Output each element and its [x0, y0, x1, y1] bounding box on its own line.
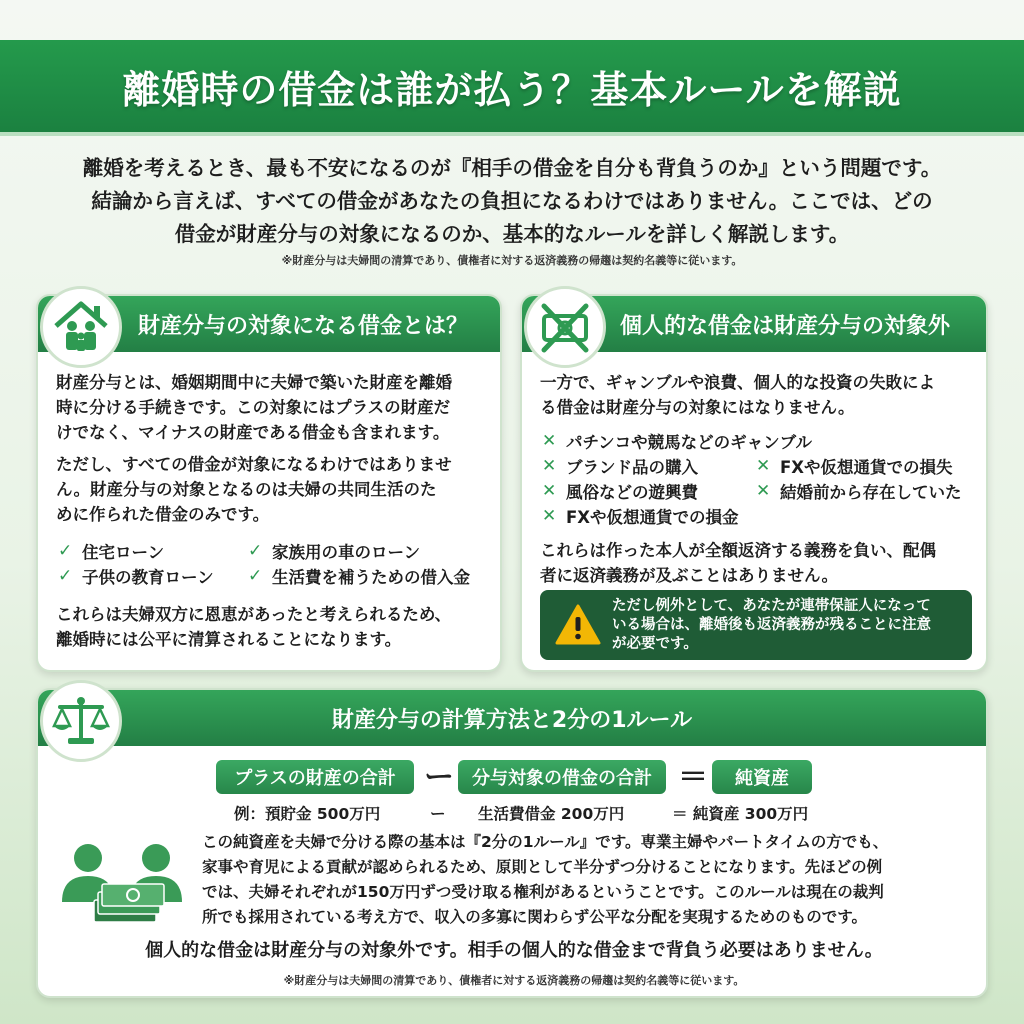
warning-text — [612, 597, 931, 654]
item-label: FXや仮想通貨での損失 — [780, 457, 953, 477]
panel-header — [38, 690, 986, 746]
list-item — [542, 428, 982, 453]
excluded-debt-list — [542, 428, 982, 528]
covered-debt-panel — [36, 294, 502, 672]
example-minus: ー — [430, 805, 446, 823]
family-house-icon — [40, 286, 122, 368]
exclusion-paragraph — [540, 370, 976, 420]
text-line: けでなく、マイナスの財産である借金も含まれます。 — [56, 423, 450, 442]
scale-icon — [40, 680, 122, 762]
list-item — [542, 503, 982, 528]
intro-line: 借金が財産分与の対象になるのか、基本的なルールを詳しく解説します。 — [174, 222, 850, 246]
item-label: パチンコや競馬などのギャンブル — [566, 432, 813, 452]
people-money-icon — [52, 840, 198, 926]
item-label: 風俗などの遊興費 — [566, 482, 698, 502]
calculation-panel — [36, 688, 988, 998]
item-label: 結婚前から存在していた — [780, 482, 962, 502]
text-line: 時に分ける手続きです。この対象にはプラスの財産だ — [56, 398, 451, 417]
page-title: 離婚時の借金は誰が払う？基本ルールを解説 — [122, 67, 902, 112]
excluded-debt-panel — [520, 294, 988, 672]
example-result: ＝ 純資産 300万円 — [672, 805, 809, 823]
formula-term-assets: プラスの財産の合計 — [216, 760, 414, 794]
item-label: 住宅ローン — [82, 542, 165, 562]
list-item — [756, 478, 982, 503]
text-line: ん。財産分与の対象となるのは夫婦の共同生活のた — [56, 480, 437, 499]
covered-debt-list — [58, 538, 488, 588]
title-banner — [0, 40, 1024, 136]
no-money-icon — [524, 286, 606, 368]
text-line: ただし、すべての借金が対象になるわけではありませ — [56, 455, 452, 474]
panel-heading: 財産分与の計算方法と2分の1ルール — [331, 707, 693, 733]
check-icon: ✓ — [248, 565, 263, 586]
formula-term-debts: 分与対象の借金の合計 — [458, 760, 666, 794]
text-line: る借金は財産分与の対象にはなりません。 — [540, 398, 855, 417]
text-line: 者に返済義務が及ぶことはありません。 — [540, 566, 838, 585]
warning-icon — [554, 603, 602, 647]
summary-paragraph — [56, 602, 486, 652]
text-line: この純資産を夫婦で分ける際の基本は『2分の1ルール』です。専業主婦やパートタイムの方でも、 — [202, 833, 889, 851]
guarantor-warning — [540, 590, 972, 660]
text-line: 財産分与とは、婚姻期間中に夫婦で築いた財産を離婚 — [56, 373, 452, 392]
cross-icon: ✕ — [542, 505, 557, 526]
list-item — [58, 538, 248, 563]
list-item — [542, 453, 756, 478]
text-line: 離婚時には公平に清算されることになります。 — [56, 630, 402, 649]
item-label: FXや仮想通貨での損金 — [566, 507, 739, 527]
text-line: 家事や育児による貢献が認められるため、原則として半分ずつ分けることになります。先ほどの例 — [202, 858, 883, 876]
list-item — [756, 453, 982, 478]
text-line: いる場合は、離婚後も返済義務が残ることに注意 — [612, 616, 931, 633]
intro-line: 結論から言えば、すべての借金があなたの負担になるわけではありません。ここでは、どの — [91, 189, 933, 213]
responsibility-paragraph — [540, 538, 976, 588]
minus-operator: ー — [424, 760, 454, 795]
definition-paragraph — [56, 370, 486, 445]
check-icon: ✓ — [58, 565, 73, 586]
cross-icon: ✕ — [542, 455, 557, 476]
scope-paragraph — [56, 452, 486, 527]
list-item — [248, 563, 488, 588]
intro-text — [40, 152, 984, 251]
cross-icon: ✕ — [542, 480, 557, 501]
cross-icon: ✕ — [542, 430, 557, 451]
text-line: これらは作った本人が全額返済する義務を負い、配偶 — [540, 541, 936, 560]
text-line: これらは夫婦双方に恩恵があったと考えられるため、 — [56, 605, 452, 624]
cross-icon: ✕ — [756, 455, 771, 476]
panel-heading: 財産分与の対象になる借金とは？ — [138, 313, 469, 339]
half-rule-text — [202, 830, 982, 930]
text-line: では、夫婦それぞれが150万円ずつ受け取る権利があるということです。このルールは現在の裁判 — [202, 883, 884, 901]
item-label: 子供の教育ローン — [82, 567, 214, 587]
text-line: ただし例外として、あなたが連帯保証人になって — [612, 597, 931, 614]
panel-heading: 個人的な借金は財産分与の対象外 — [620, 313, 951, 339]
text-line: めに作られた借金のみです。 — [56, 505, 270, 524]
cross-icon: ✕ — [756, 480, 771, 501]
item-label: 生活費を補うための借入金 — [272, 567, 470, 587]
conclusion-text: 個人的な借金は財産分与の対象外です。相手の個人的な借金まで背負う必要はありません。 — [145, 940, 883, 961]
example-assets: 例：預貯金 500万円 — [234, 805, 381, 823]
text-line: 一方で、ギャンブルや浪費、個人的な投資の失敗によ — [540, 373, 936, 392]
check-icon: ✓ — [248, 540, 263, 561]
text-line: が必要です。 — [612, 635, 698, 652]
formula-result: 純資産 — [712, 760, 812, 794]
item-label: 家族用の車のローン — [272, 542, 421, 562]
item-label: ブランド品の購入 — [566, 457, 698, 477]
list-item — [248, 538, 488, 563]
list-item — [542, 478, 756, 503]
equals-operator: ＝ — [678, 760, 708, 795]
text-line: 所でも採用されている考え方で、収入の多寡に関わらず公平な分配を実現するためのものです。 — [202, 908, 867, 926]
example-debt: 生活費借金 200万円 — [478, 805, 625, 823]
list-item — [58, 563, 248, 588]
intro-note: ※財産分与は夫婦間の清算であり、債権者に対する返済義務の帰趨は契約名義等に従います。 — [281, 254, 743, 267]
intro-line: 離婚を考えるとき、最も不安になるのが『相手の借金を自分も背負うのか』という問題です。 — [82, 156, 942, 180]
check-icon: ✓ — [58, 540, 73, 561]
footer-note: ※財産分与は夫婦間の清算であり、債権者に対する返済義務の帰趨は契約名義等に従います。 — [283, 974, 745, 987]
